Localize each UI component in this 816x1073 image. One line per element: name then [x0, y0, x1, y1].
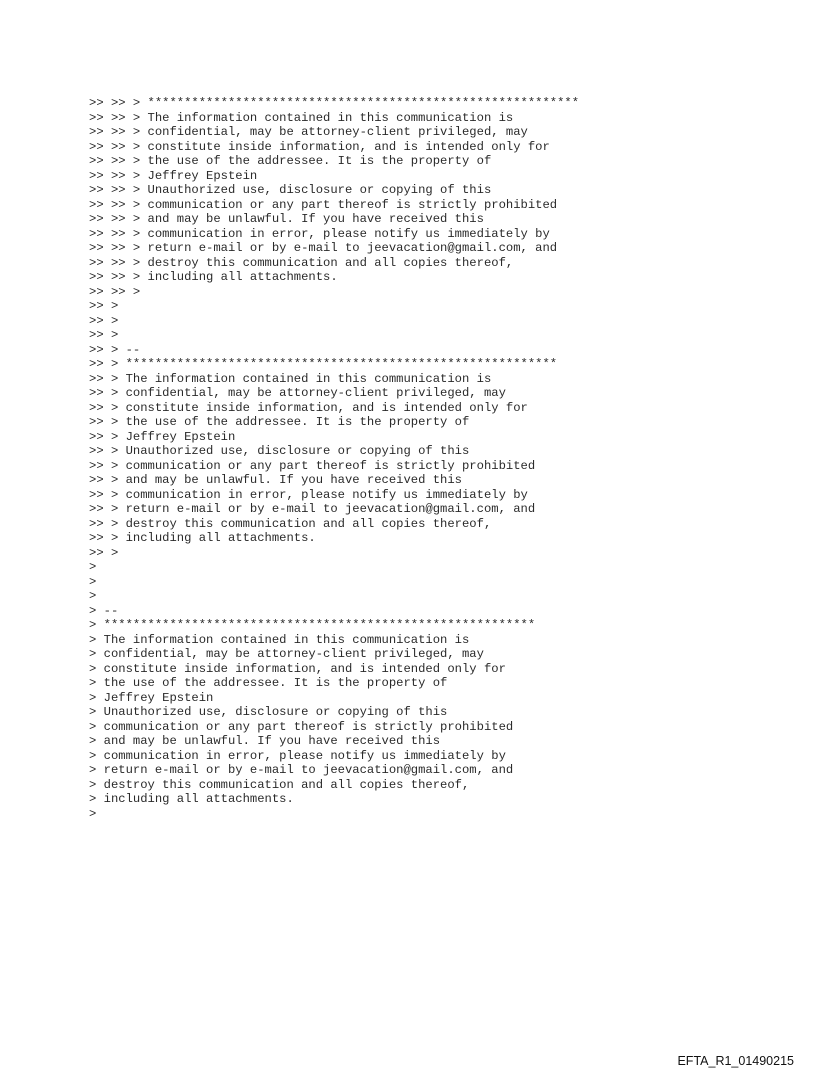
email-text-line: > The information contained in this communication is — [89, 632, 470, 647]
email-text-line: > — [89, 589, 97, 603]
email-text-line: >> > return e-mail or by e-mail to jeevacation@gmail.com, and — [89, 502, 536, 516]
email-text-line: > destroy this communication and all copies thereof, — [89, 777, 470, 792]
email-text-line: > constitute inside information, and is intended only for — [89, 661, 506, 676]
email-text-line: > communication in error, please notify us immediately by — [89, 748, 506, 763]
email-text-line: >> >> > communication in error, please notify us immediately by — [89, 226, 550, 241]
email-text-line: >> >> > including all attachments. — [89, 270, 338, 284]
email-text-line: >> > confidential, may be attorney-client privileged, may — [89, 386, 506, 400]
email-text-line: >> > destroy this communication and all copies thereof, — [89, 516, 492, 531]
email-text-line: > Unauthorized use, disclosure or copying of this — [89, 705, 448, 719]
email-text-line: >> >> > and may be unlawful. If you have received this — [89, 212, 484, 226]
email-text-line: >> > the use of the addressee. It is the property of — [89, 415, 470, 429]
email-text-line: >> > including all attachments. — [89, 531, 316, 545]
email-text-line: >> > constitute inside information, and is intended only for — [89, 400, 528, 415]
email-text-line: >> > Unauthorized use, disclosure or copying of this — [89, 444, 470, 458]
email-text-line: > the use of the addressee. It is the property of — [89, 676, 448, 690]
email-text-line: >> > — [89, 545, 119, 560]
email-text-line: > Jeffrey Epstein — [89, 690, 214, 705]
email-text-line: >> >> > communication or any part thereof is strictly prohibited — [89, 197, 558, 212]
quoted-email-body — [89, 96, 789, 821]
email-text-line: >> > — [89, 313, 119, 328]
email-text-line: >> >> > destroy this communication and all copies thereof, — [89, 255, 514, 270]
email-text-line: > -- — [89, 603, 119, 618]
email-text-line: >> >> > the use of the addressee. It is the property of — [89, 154, 492, 168]
email-text-line: >> >> > *********************************************************** — [89, 96, 580, 110]
email-text-line: >> >> > Jeffrey Epstein — [89, 168, 258, 183]
email-text-line: >> > communication in error, please notify us immediately by — [89, 487, 528, 502]
email-text-line: > and may be unlawful. If you have received this — [89, 734, 441, 748]
email-text-line: >> > *********************************************************** — [89, 357, 558, 371]
email-text-line: > including all attachments. — [89, 792, 294, 806]
email-text-line: > — [89, 560, 97, 574]
email-text-line: > — [89, 806, 97, 821]
email-text-line: >> > and may be unlawful. If you have received this — [89, 473, 462, 487]
email-text-line: >> > Jeffrey Epstein — [89, 429, 236, 444]
document-id-footer: EFTA_R1_01490215 — [677, 1054, 794, 1068]
email-text-line: >> >> > Unauthorized use, disclosure or copying of this — [89, 183, 492, 197]
email-text-line: >> >> > — [89, 284, 141, 299]
email-text-line: > confidential, may be attorney-client privileged, may — [89, 647, 484, 661]
email-text-line: > communication or any part thereof is strictly prohibited — [89, 719, 514, 734]
email-text-line: >> >> > constitute inside information, and is intended only for — [89, 139, 550, 154]
email-text-line: > — [89, 574, 97, 589]
email-text-line: >> > — [89, 328, 119, 342]
email-text-line: >> > communication or any part thereof is strictly prohibited — [89, 458, 536, 473]
email-text-line: >> >> > return e-mail or by e-mail to jeevacation@gmail.com, and — [89, 241, 558, 255]
email-text-line: >> > -- — [89, 342, 141, 357]
email-text-line: >> >> > The information contained in this communication is — [89, 110, 514, 125]
email-text-line: > *********************************************************** — [89, 618, 536, 632]
email-text-line: >> > The information contained in this communication is — [89, 371, 492, 386]
email-text-line: > return e-mail or by e-mail to jeevacation@gmail.com, and — [89, 763, 514, 777]
email-text-line: >> > — [89, 299, 119, 313]
email-text-line: >> >> > confidential, may be attorney-client privileged, may — [89, 125, 528, 139]
